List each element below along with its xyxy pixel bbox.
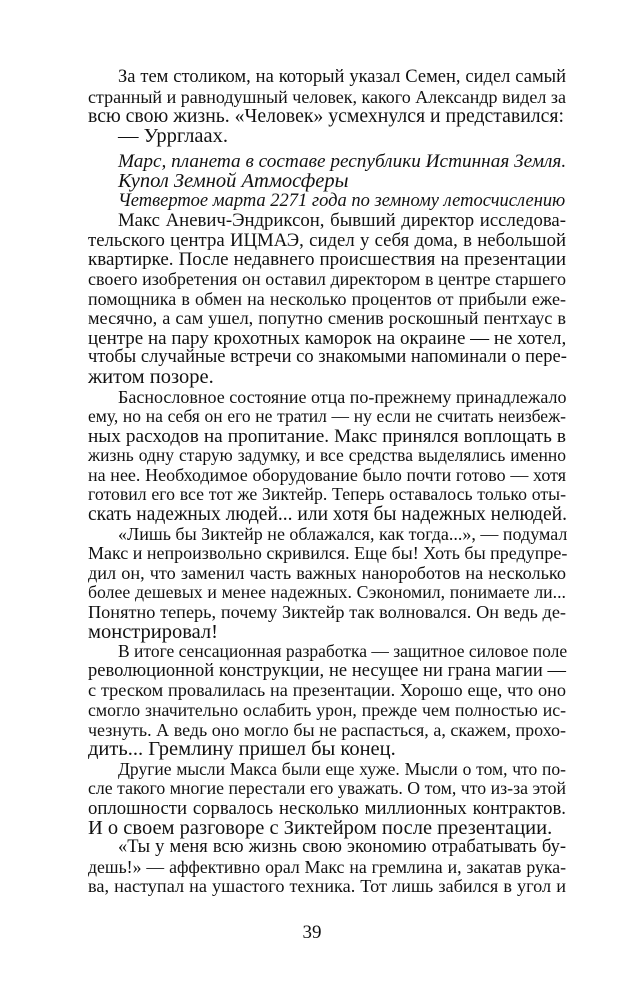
text-line: И о своем разговоре с Зиктейром после презентации.: [88, 816, 553, 839]
text-line: странный и равнодушный человек, какого Александр видел за: [88, 86, 566, 107]
text-line: Макс Аневич-Эндриксон, бывший директор исследова-: [118, 210, 566, 232]
text-line: жизнь одну старую задумку, и все средства выделялись именно: [88, 445, 566, 466]
paragraph: [88, 525, 566, 643]
text-line: ных расходов на пропитание. Макс принялся воплощать в: [88, 425, 566, 447]
text-line: революционной конструкции, не несущее ни грана магии —: [88, 660, 566, 681]
text-line: монстрировал!: [88, 620, 218, 643]
text-line: сле такого многие перестали его уважать. О том, что из-за этой: [88, 778, 566, 799]
text-line: За тем столиком, на который указал Семен, сидел самый: [118, 67, 566, 87]
heading-line: Четвертое марта 2271 года по земному летосчислению: [118, 190, 566, 211]
text-line: готовил его все тот же Зиктейр. Теперь оставалось только оты-: [88, 484, 566, 505]
paragraph: [88, 124, 566, 147]
text-line: оплошности сорвалось несколько миллионных контрактов.: [88, 797, 566, 819]
text-line: чтобы случайные встречи со знакомыми напоминали о пере-: [88, 347, 567, 368]
text-line: дешь!» — аффективно орал Макс на гремлина и, закатав рука-: [88, 856, 566, 877]
text-line: с треском провалилась на презентации. Хорошо еще, что оно: [88, 680, 566, 701]
paragraph: [88, 388, 566, 525]
text-line: смогло значительно ослабить урон, прежде чем полностью ис-: [88, 700, 566, 720]
text-line: ва, наступал на ушастого техника. Тот лишь забился в угол и: [88, 876, 566, 897]
paragraph: [88, 838, 566, 897]
text-line: Макс и непроизвольно скривился. Еще бы! Хоть бы предупре-: [88, 543, 568, 564]
scene-heading: [88, 152, 566, 211]
page-text: [88, 68, 566, 897]
text-line: — Уррглаах.: [118, 124, 229, 147]
page-number: 39: [302, 922, 322, 943]
paragraph: [88, 642, 566, 760]
text-line: житом позоре.: [88, 365, 214, 388]
text-line: более дешевых и менее надежных. Сэкономил, понимаете ли...: [88, 582, 566, 603]
text-line: всю свою жизнь. «Человек» усмехнулся и представился:: [88, 105, 564, 128]
text-line: квартирке. После недавнего происшествия на презентации: [88, 249, 566, 271]
text-line: ему, но на себя он его не тратил — ну если не считать неизбеж-: [88, 406, 566, 427]
text-line: месячно, а сам ушел, попутно сменив роскошный пентхаус в: [88, 308, 566, 329]
text-line: тельского центра ИЦМАЭ, сидел у себя дома, в небольшой: [88, 229, 566, 251]
heading-line: Марс, планета в составе республики Истинная Земля.: [118, 151, 567, 173]
text-line: скать надежных людей... или хотя бы надежных нелюдей.: [88, 504, 567, 526]
text-line: чезнуть. А ведь оно могло бы не распасться, а, скажем, прохо-: [88, 719, 566, 740]
text-line: Баснословное состояние отца по-прежнему принадлежало: [118, 386, 567, 407]
text-line: дить... Гремлину пришел бы конец.: [88, 738, 396, 761]
paragraph: [88, 68, 566, 127]
text-line: «Ты у меня всю жизнь свою экономию отрабатывать бу-: [118, 837, 566, 858]
text-line: своего изобретения он оставил директором в центре старшего: [88, 268, 566, 289]
text-line: В итоге сенсационная разработка — защитное силовое поле: [118, 641, 568, 662]
text-line: Понятно теперь, почему Зиктейр так волновался. Он ведь де-: [88, 602, 566, 623]
text-line: центре на пару крохотных каморок на окраине — не хотел,: [88, 327, 567, 349]
text-line: Другие мысли Макса были еще хуже. Мысли о том, что по-: [118, 758, 566, 779]
text-line: дил он, что заменил часть важных нанороботов на несколько: [88, 562, 566, 583]
heading-line: Купол Земной Атмосферы: [118, 169, 349, 192]
text-line: «Лишь бы Зиктейр не облажался, как тогда...», — подумал: [118, 523, 568, 544]
text-line: помощника в обмен на несколько процентов от прибыли еже-: [88, 288, 566, 309]
paragraph: [88, 760, 566, 838]
paragraph: [88, 211, 566, 387]
text-line: на нее. Необходимое оборудование было почти готово — хотя: [88, 464, 566, 485]
